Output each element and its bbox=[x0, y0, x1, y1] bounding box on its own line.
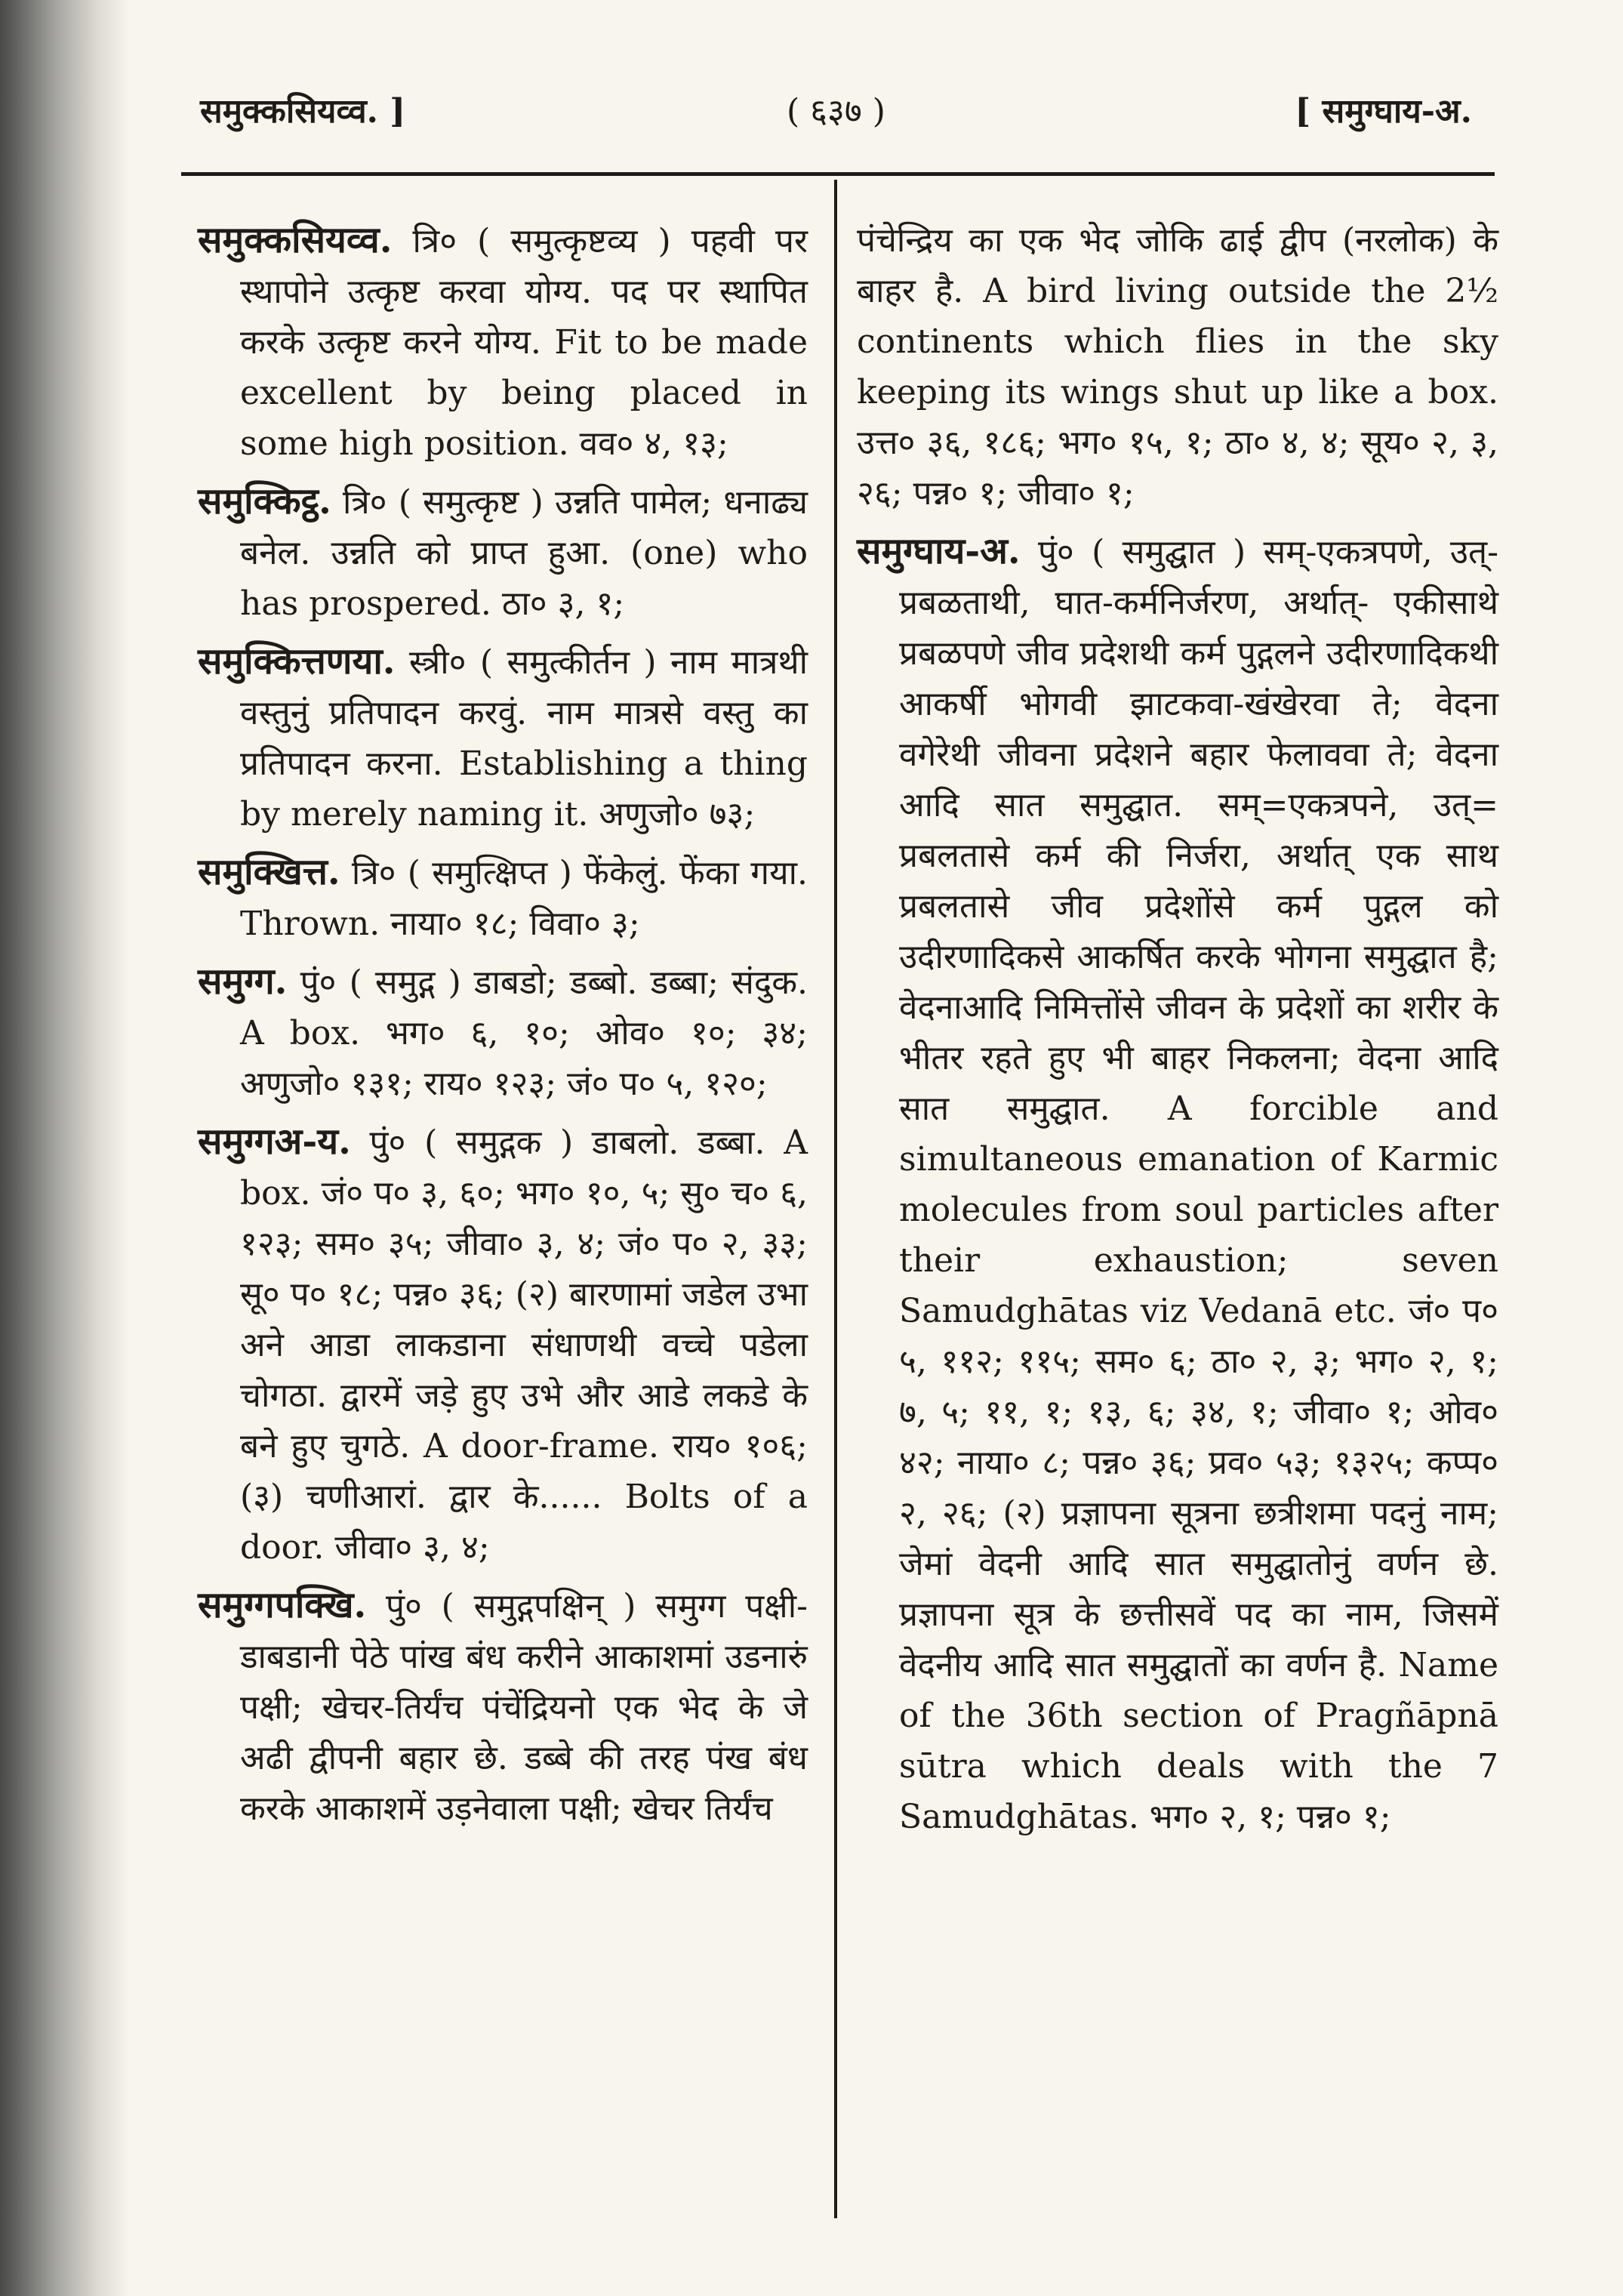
book-binding-shadow bbox=[0, 0, 128, 2296]
entry-headword: समुक्खित्त. bbox=[198, 851, 340, 893]
entry-body: पंचेन्द्रिय का एक भेद जोकि ढाई द्वीप (नरलोक) के बाहर है. A bird living outside the 2½ continents which flies in the sky keeping its wings shut up like a box. उत्त० ३६, १८६; भग० १५, १; ठा० ४, ४; सूय० २, ३, २६; पन्न० १; जीवा० १; bbox=[857, 221, 1498, 513]
entry-headword: समुक्कसियव्व. bbox=[198, 219, 393, 261]
dictionary-entry bbox=[198, 1117, 808, 1573]
entry-headword: समुग्घाय-अ. bbox=[857, 530, 1021, 572]
right-column bbox=[857, 215, 1498, 1850]
dictionary-entry bbox=[198, 847, 808, 949]
entry-headword: समुग्ग. bbox=[198, 960, 288, 1003]
entry-body: पुं० ( समुद्घात ) सम्-एकत्रपणे, उत्-प्रबळताथी, घात-कर्मनिर्जरण, अर्थात्- एकीसाथे प्रबळपणे जीव प्रदेशथी कर्म पुद्गलने उदीरणादिकथी आकर्षी भोगवी झाटकवा-खंखेरवा ते; वेदना वगेरेथी जीवना प्रदेशने बहार फेलाववा ते; वेदना आदि सात समुद्घात. सम्=एकत्रपने, उत्= प्रबलतासे कर्म की निर्जरा, अर्थात् एक साथ प्रबलतासे जीव प्रदेशोंसे कर्म पुद्गल को उदीरणादिकसे आकर्षित करके भोगना समुद्घात है; वेदनाआदि निमित्तोंसे जीवन के प्रदेशों का शरीर के भीतर रहते हुए भी बाहर निकलना; वेदना आदि सात समुद्घात. A forcible and simultaneous emanation of Karmic molecules from soul particles after their exhaustion; seven Samudghātas viz Vedanā etc. जं० प० ५, ११२; ११५; सम० ६; ठा० २, ३; भग० २, १; ७, ५; ११, १; १३, ६; ३४, १; जीवा० १; ओव० ४२; नाया० ८; पन्न० ३६; प्रव० ५३; १३२५; कप्प० २, २६; (२) प्रज्ञापना सूत्रना छत्रीशमा पदनुं नाम; जेमां वेदनी आदि सात समुद्घातोनुं वर्णन छे. प्रज्ञापना सूत्र के छत्तीसवें पद का नाम, जिसमें वेदनीय आदि सात समुद्घातों का वर्णन है. Name of the 36th section of Pragñāpnā sūtra which deals with the 7 Samudghātas. भग० २, १; पन्न० १; bbox=[899, 533, 1498, 1836]
entry-body: स्त्री० ( समुत्कीर्तन ) नाम मात्रथी वस्तुनुं प्रतिपादन करवुं. नाम मात्रसे वस्तु का प्रतिपादन करना. Establishing a thing by merely naming it. अणुजो० ७३; bbox=[240, 643, 808, 834]
entry-body: पुं० ( समुद्गपक्षिन् ) समुग्ग पक्षी-डाबडानी पेठे पांख बंध करीने आकाशमां उडनारुं पक्षी; खेचर-तिर्यंच पंचेंद्रियनो एक भेद के जे अढी द्वीपनी बहार छे. डब्बे की तरह पंख बंध करके आकाशमें उड़नेवाला पक्षी; खेचर तिर्यंच bbox=[240, 1587, 808, 1828]
entry-headword: समुक्किट्ठ. bbox=[198, 480, 331, 522]
dictionary-entry bbox=[198, 957, 808, 1109]
entry-body: त्रि० ( समुत्कृष्ट ) उन्नति पामेल; धनाढ्य बनेल. उन्नति को प्राप्त हुआ. (one) who has prospered. ठा० ३, १; bbox=[240, 483, 808, 623]
dictionary-entry bbox=[198, 1580, 808, 1834]
entry-headword: समुक्कित्तणया. bbox=[198, 640, 396, 683]
dictionary-entry bbox=[198, 476, 808, 629]
left-column bbox=[198, 215, 808, 1841]
page-number: ( ६३७ ) bbox=[787, 92, 885, 131]
dictionary-entry bbox=[198, 636, 808, 840]
page-header bbox=[200, 79, 1472, 140]
entry-body: पुं० ( समुद्ग ) डाबडो; डब्बो. डब्बा; संदुक. A box. भग० ६, १०; ओव० १०; ३४; अणुजो० १३१; राय० १२३; जं० प० ५, १२०; bbox=[240, 963, 808, 1103]
header-right-guideword: [ समुग्घाय-अ. bbox=[1295, 92, 1472, 131]
entry-headword: समुग्गअ-य. bbox=[198, 1120, 351, 1163]
header-rule bbox=[181, 172, 1495, 176]
header-left-guideword: समुक्कसियव्व. ] bbox=[200, 92, 406, 131]
column-divider bbox=[834, 180, 837, 2218]
dictionary-entry bbox=[857, 526, 1498, 1842]
dictionary-entry-continued bbox=[857, 215, 1498, 519]
dictionary-entry bbox=[198, 215, 808, 469]
entry-body: त्रि० ( समुत्कृष्टव्य ) पहवी पर स्थापोने उत्कृष्ट करवा योग्य. पद पर स्थापित करके उत्कृष्ट करने योग्य. Fit to be made excellent by being placed in some high position. वव० ४, १३; bbox=[240, 222, 808, 463]
entry-body: त्रि० ( समुत्क्षिप्त ) फेंकेलुं. फेंका गया. Thrown. नाया० १८; विवा० ३; bbox=[240, 854, 808, 943]
entry-headword: समुग्गपक्खि. bbox=[198, 1584, 367, 1626]
entry-body: पुं० ( समुद्गक ) डाबलो. डब्बा. A box. जं० प० ३, ६०; भग० १०, ५; सु० च० ६, १२३; सम० ३५; जीवा० ३, ४; जं० प० २, ३३; सू० प० १८; पन्न० ३६; (२) बारणामां जडेल उभा अने आडा लाकडाना संधाणथी वच्चे पडेला चोगठा. द्वारमें जड़े हुए उभे और आडे लकडे के बने हुए चुगठे. A door-frame. राय० १०६; (३) चणीआरां. द्वार के...... Bolts of a door. जीवा० ३, ४; bbox=[240, 1123, 808, 1567]
